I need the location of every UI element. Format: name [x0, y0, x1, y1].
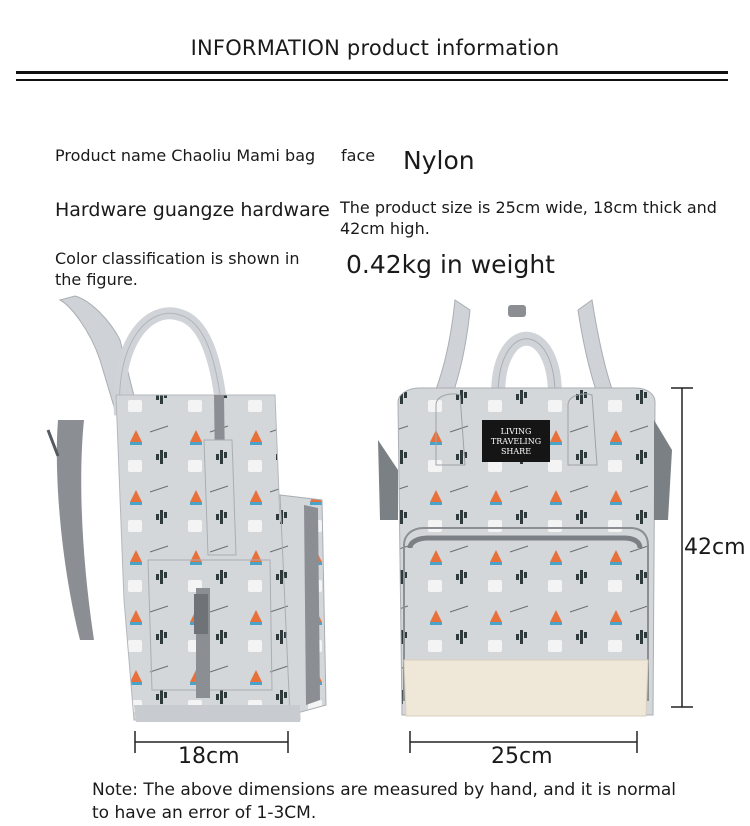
- spec-face-label: face: [341, 146, 376, 165]
- spec-face-value: Nylon: [403, 146, 475, 175]
- page-title: INFORMATION product information: [190, 36, 560, 60]
- side-view-bag: [48, 296, 326, 722]
- spec-weight: 0.42kg in weight: [346, 250, 555, 279]
- spec-hardware: Hardware guangze hardware: [55, 199, 330, 221]
- brand-patch-line3: SHARE: [500, 447, 532, 456]
- spec-product-name: Product name Chaoliu Mami bag: [55, 146, 316, 165]
- spec-color: Color classification is shown in the figure.: [55, 249, 300, 289]
- brand-patch-line2: TRAVELING: [490, 437, 542, 446]
- height-label: 42cm: [684, 535, 746, 560]
- measurement-note: Note: The above dimensions are measured by hand, and it is normal to have an error of 1-3CM.: [92, 780, 677, 823]
- brand-patch-line1: LIVING: [500, 427, 532, 436]
- width-label: 25cm: [491, 744, 553, 769]
- depth-label: 18cm: [178, 744, 240, 769]
- front-view-bag: [378, 300, 672, 716]
- spec-size: The product size is 25cm wide, 18cm thick and 42cm high.: [340, 198, 717, 238]
